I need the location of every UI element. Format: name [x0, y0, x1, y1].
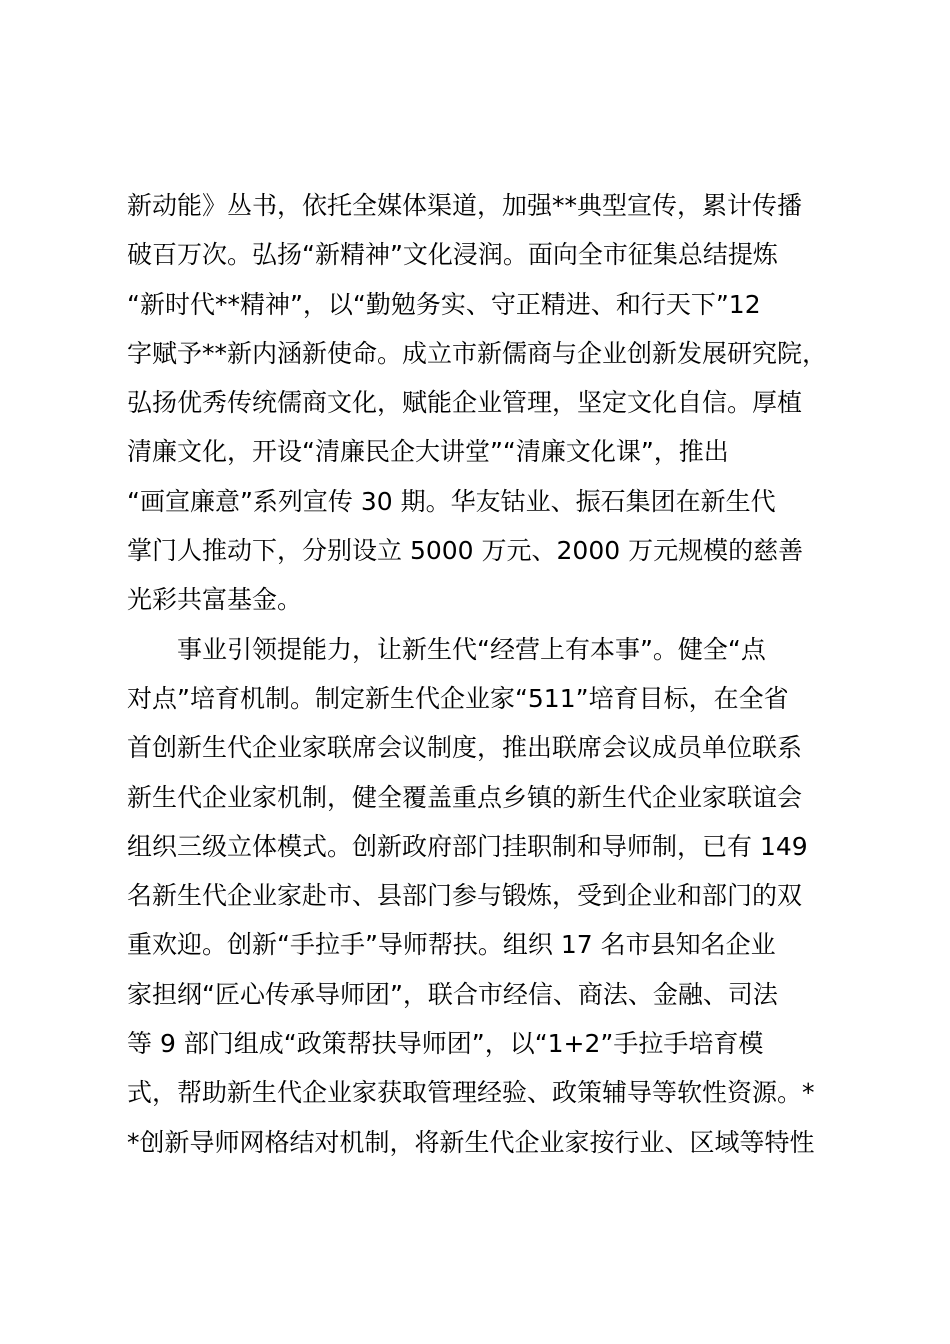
paragraph-first-line: 事业引领提能力，让新生代“经营上有本事”。健全“点: [177, 634, 766, 664]
text-line: 弘扬优秀传统儒商文化，赋能企业管理，坚定文化自信。厚植: [127, 388, 803, 418]
text-line: 首创新生代企业家联席会议制度，推出联席会议成员单位联系: [127, 733, 803, 763]
text-line: *创新导师网格结对机制，将新生代企业家按行业、区域等特性: [127, 1127, 815, 1157]
text-line: 掌门人推动下，分别设立 5000 万元、2000 万元规模的慈善: [127, 536, 804, 566]
text-line: 重欢迎。创新“手拉手”导师帮扶。组织 17 名市县知名企业: [127, 930, 776, 960]
text-line: 式，帮助新生代企业家获取管理经验、政策辅导等软性资源。*: [127, 1078, 815, 1108]
text-line: 光彩共富基金。: [127, 585, 303, 615]
text-line: 名新生代企业家赴市、县部门参与锻炼，受到企业和部门的双: [127, 881, 803, 911]
text-line: 家担纲“匠心传承导师团”，联合市经信、商法、金融、司法: [127, 979, 778, 1009]
body-text: [127, 181, 837, 1167]
text-line: 新动能》丛书，依托全媒体渠道，加强**典型宣传，累计传播: [127, 191, 803, 220]
text-line: 对点”培育机制。制定新生代企业家“511”培育目标，在全省: [127, 683, 789, 713]
text-line: 破百万次。弘扬“新精神”文化浸润。面向全市征集总结提炼: [127, 240, 778, 270]
text-line: 字赋予**新内涵新使命。成立市新儒商与企业创新发展研究院，: [127, 338, 828, 368]
text-line: 清廉文化，开设“清廉民企大讲堂”“清廉文化课”，推出: [127, 437, 729, 467]
text-line: 等 9 部门组成“政策帮扶导师团”，以“1+2”手拉手培育模: [127, 1029, 764, 1059]
text-line: “画宣廉意”系列宣传 30 期。华友钴业、振石集团在新生代: [127, 486, 776, 516]
text-line: 组织三级立体模式。创新政府部门挂职制和导师制，已有 149: [127, 831, 808, 861]
text-line: “新时代**精神”，以“勤勉务实、守正精进、和行天下”12: [127, 289, 761, 319]
text-line: 新生代企业家机制，健全覆盖重点乡镇的新生代企业家联谊会: [127, 782, 803, 812]
